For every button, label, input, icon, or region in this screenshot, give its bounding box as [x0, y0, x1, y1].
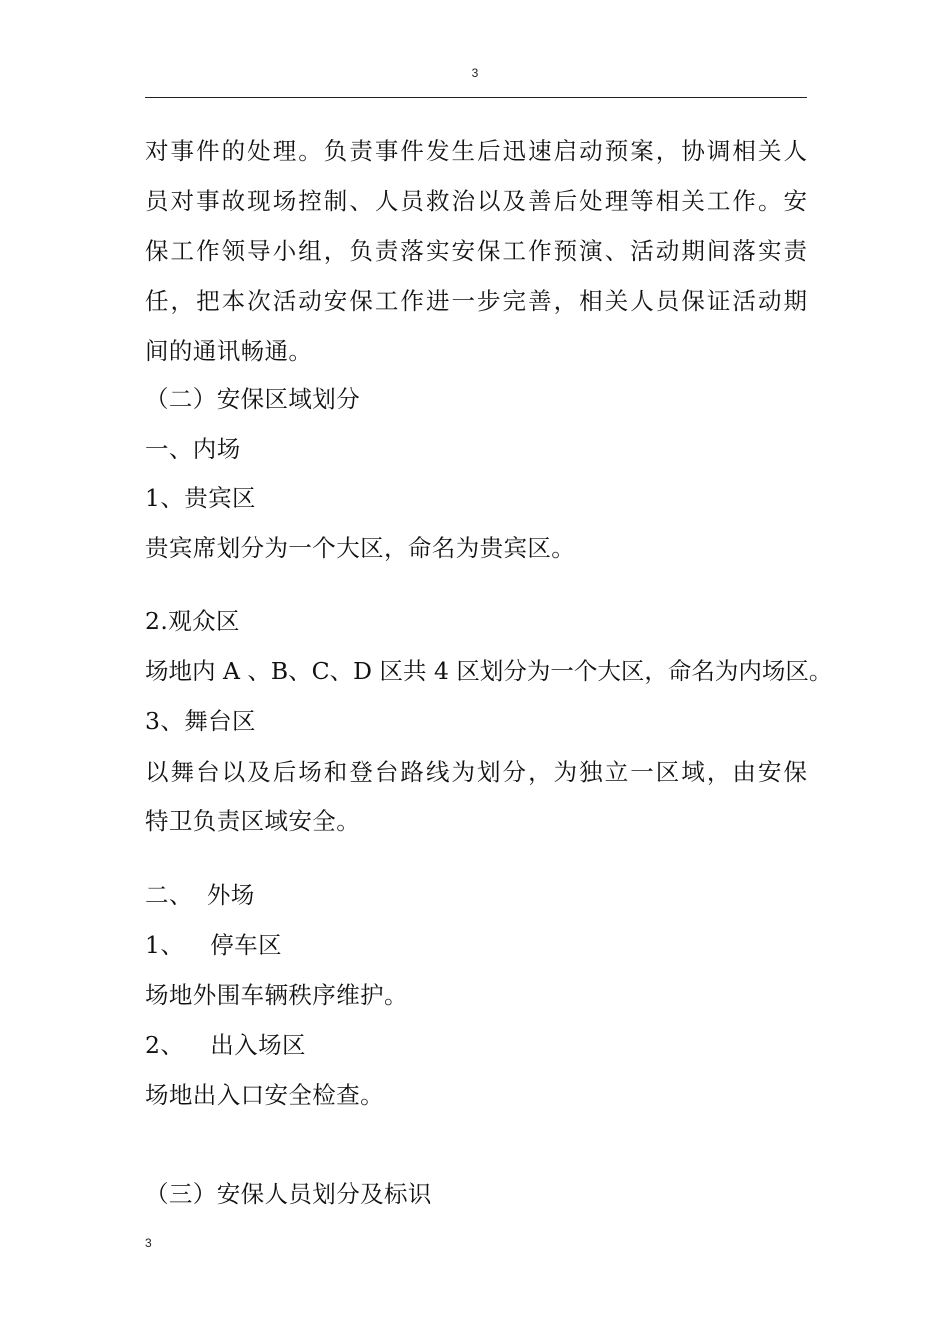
- item-heading: [145, 930, 282, 960]
- subsection-heading: [145, 880, 255, 910]
- item-heading: [145, 1030, 306, 1060]
- header-rule: [145, 97, 807, 98]
- item-heading: 3、舞台区: [145, 707, 256, 735]
- item-heading: 1、贵宾区: [145, 484, 256, 512]
- subsection-heading: 一、内场: [145, 435, 241, 463]
- paragraph-line: 保工作领导小组，负责落实安保工作预演、活动期间落实责: [145, 237, 807, 265]
- paragraph-line: 间的通讯畅通。: [145, 337, 313, 365]
- item-text: 场地出入口安全检查。: [145, 1081, 384, 1109]
- paragraph-line: 任，把本次活动安保工作进一步完善，相关人员保证活动期: [145, 287, 807, 315]
- paragraph-line: 员对事故现场控制、人员救治以及善后处理等相关工作。安: [145, 187, 807, 215]
- item-text: 场地内 A 、B、C、D 区共 4 区划分为一个大区，命名为内场区。: [145, 657, 833, 685]
- item-heading: 2.观众区: [145, 607, 240, 635]
- page-header-number: 3: [471, 66, 479, 80]
- subsection-title: 外场: [206, 881, 255, 909]
- item-text: 贵宾席划分为一个大区，命名为贵宾区。: [145, 534, 576, 562]
- item-number: 1、: [145, 931, 185, 959]
- paragraph-line: 对事件的处理。负责事件发生后迅速启动预案，协调相关人: [145, 137, 807, 165]
- page-footer-number: 3: [145, 1236, 152, 1250]
- section-heading: （三）安保人员划分及标识: [145, 1180, 432, 1208]
- section-heading: （二）安保区域划分: [145, 385, 361, 413]
- item-text: 以舞台以及后场和登台路线为划分，为独立一区域，由安保: [145, 758, 807, 786]
- subsection-number: 二、: [145, 881, 193, 909]
- item-text: 特卫负责区域安全。: [145, 807, 361, 835]
- item-title: 出入场区: [210, 1031, 306, 1059]
- item-text: 场地外围车辆秩序维护。: [145, 981, 408, 1009]
- item-number: 2、: [145, 1031, 185, 1059]
- item-title: 停车区: [210, 931, 282, 959]
